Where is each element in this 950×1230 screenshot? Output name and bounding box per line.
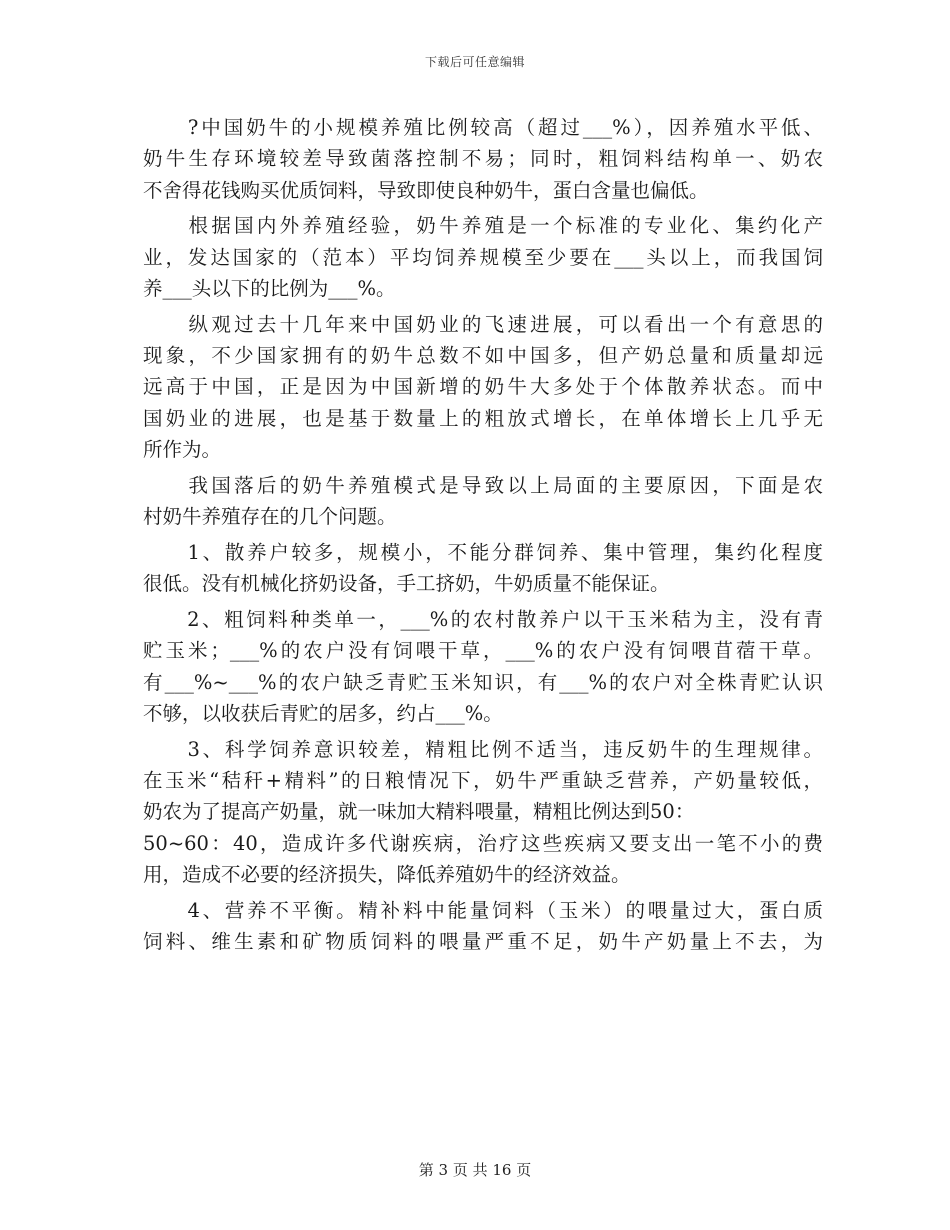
paragraph-8 — [143, 895, 823, 958]
paragraph-3 — [143, 309, 823, 465]
text-line: 2、粗饲料种类单一，___%的农村散养户以干玉米秸为主，没有青 — [143, 607, 823, 631]
text-line: 不够，以收获后青贮的居多，约占___%。 — [143, 701, 503, 725]
page-footer: 第 3 页 共 16 页 — [418, 1161, 532, 1179]
text-line: 50~60：40，造成许多代谢疾病，治疗这些疾病又要支出一笔不小的费 — [143, 831, 823, 855]
text-line: 4、营养不平衡。精补料中能量饲料（玉米）的喂量过大，蛋白质 — [143, 898, 823, 922]
text-line: 纵观过去十几年来中国奶业的飞速进展，可以看出一个有意思的 — [143, 312, 823, 336]
text-line: 奶牛生存环境较差导致菌落控制不易；同时，粗饲料结构单一、奶农 — [143, 147, 823, 171]
text-line: 饲料、维生素和矿物质饲料的喂量严重不足，奶牛产奶量上不去，为 — [143, 929, 823, 953]
text-line: 有___%~___%的农户缺乏青贮玉米知识，有___%的农户对全株青贮认识 — [143, 670, 823, 694]
text-line: 在玉米“秸秆+精料”的日粮情况下，奶牛严重缺乏营养，产奶量较低， — [143, 768, 823, 792]
text-line: 很低。没有机械化挤奶设备，手工挤奶，牛奶质量不能保证。 — [143, 572, 670, 596]
text-line: 村奶牛养殖存在的几个问题。 — [143, 505, 397, 529]
text-line: 业，发达国家的（范本）平均饲养规模至少要在___头以上，而我国饲 — [143, 245, 823, 269]
text-line: ?中国奶牛的小规模养殖比例较高（超过___%），因养殖水平低、 — [143, 116, 823, 139]
text-line: 所作为。 — [143, 437, 222, 461]
text-line: 贮玉米；___%的农户没有饲喂干草，___%的农户没有饲喂苜蓿干草。 — [143, 639, 823, 663]
text-line: 用，造成不必要的经济损失，降低养殖奶牛的经济效益。 — [143, 862, 631, 886]
paragraph-4 — [143, 470, 823, 533]
text-line: 根据国内外养殖经验，奶牛养殖是一个标准的专业化、集约化产 — [143, 214, 823, 238]
paragraph-1 — [143, 112, 823, 206]
text-line: 我国落后的奶牛养殖模式是导致以上局面的主要原因，下面是农 — [143, 473, 823, 497]
text-line: 奶农为了提高产奶量，就一味加大精料喂量，精粗比例达到50： — [143, 800, 695, 824]
text-line: 国奶业的进展，也是基于数量上的粗放式增长，在单体增长上几乎无 — [143, 406, 823, 430]
text-line: 1、散养户较多，规模小，不能分群饲养、集中管理，集约化程度 — [143, 540, 823, 564]
paragraph-2 — [143, 210, 823, 304]
paragraph-7 — [143, 734, 823, 890]
text-line: 现象，不少国家拥有的奶牛总数不如中国多，但产奶总量和质量却远 — [143, 344, 823, 368]
text-line: 远高于中国，正是因为中国新增的奶牛大多处于个体散养状态。而中 — [143, 375, 823, 399]
text-line: 不舍得花钱购买优质饲料，导致即使良种奶牛，蛋白含量也偏低。 — [143, 178, 709, 202]
page-header: 下载后可任意编辑 — [424, 55, 525, 69]
text-line: 3、科学饲养意识较差，精粗比例不适当，违反奶牛的生理规律。 — [143, 737, 823, 761]
document-body — [143, 112, 823, 962]
text-line: 养___头以下的比例为___%。 — [143, 276, 396, 300]
paragraph-6 — [143, 604, 823, 729]
paragraph-5 — [143, 537, 823, 600]
